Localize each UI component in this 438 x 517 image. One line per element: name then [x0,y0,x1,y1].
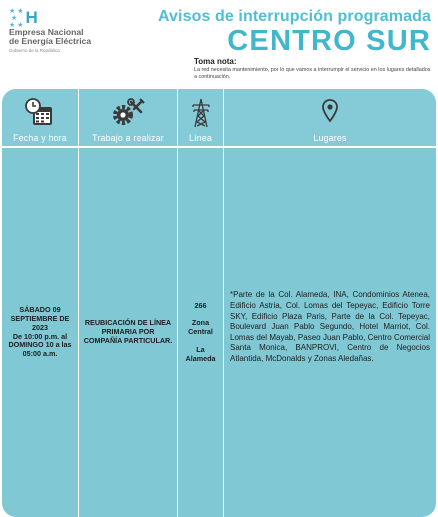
work-line-2: PRIMARIA POR [101,327,155,337]
column-work [79,89,178,517]
stars-icon: ★ ★ ★ ★ ★ [9,7,24,29]
map-pin-icon [321,98,339,131]
line-area-2: Alameda [185,353,216,363]
header-work-label: Trabajo a realizar [92,133,164,143]
brand-government: Gobierno de la República [9,48,60,53]
header-date [2,89,78,148]
cell-line [178,148,223,517]
header-work [79,89,177,148]
brand-line-1: Empresa Nacional [9,27,84,37]
page-title: CENTRO SUR [227,25,431,57]
line-area-1: La [196,344,205,354]
date-line-4: De 10:00 p.m. al [12,331,68,341]
cell-work [79,148,177,517]
header-line [178,89,223,148]
brand-name [9,28,129,46]
line-number: 266 [194,300,207,310]
header-date-label: Fecha y hora [13,133,67,143]
date-line-5: DOMINGO 10 a las [8,340,72,350]
note-block [194,57,434,81]
outage-table [2,89,436,517]
gear-tools-icon [111,98,145,133]
column-line [178,89,224,517]
date-line-3: 2023 [32,322,48,332]
header-places-label: Lugares [313,133,347,143]
calendar-clock-icon [25,98,55,133]
column-places [224,89,436,517]
header-line-label: Línea [188,133,212,143]
title-block [158,8,431,56]
column-date [2,89,79,517]
power-tower-icon [191,98,211,133]
date-line-6: 05:00 a.m. [22,349,58,359]
logo-mark [9,7,129,29]
date-line-2: SEPTIEMBRE DE [10,313,70,323]
work-line-1: REUBICACIÓN DE LÍNEA [84,318,172,328]
places-text: *Parte de la Col. Alameda, INA, Condominios Atenea, Edificio Astria, Col. Lomas del Tepeyac, Edificio Torre SKY, Edificio Plaza Paris, Parte de la Col. Tepeyac, Boulevard Juan Pablo Segundo, Hotel Marriot, Col. Lomas del Mayab, Paseo Juan Pablo, Centro Comercial Santa Monica, BANPROVI, Centro de Negocios Atlantida, McDonalds y Zonas Aledañas. [230,290,430,363]
brand-line-2: de Energía Eléctrica [9,36,92,46]
header-places [224,89,436,148]
note-title: Toma nota: [194,57,237,66]
page-subtitle: Avisos de interrupción programada [158,8,431,25]
line-zone-1: Zona [191,318,210,328]
work-line-3: COMPAÑÍA PARTICULAR. [83,335,173,345]
line-zone-2: Central [188,327,213,337]
cell-places [224,148,436,517]
cell-date [2,148,78,517]
h-logo-icon: H [25,8,38,27]
date-line-1: SÁBADO 09 [19,305,61,315]
enee-logo [9,7,129,53]
note-text: La red necesita mantenimiento, por lo que vamos a interrumpir el servicio en los lugares detallados a continuación. [194,67,431,80]
